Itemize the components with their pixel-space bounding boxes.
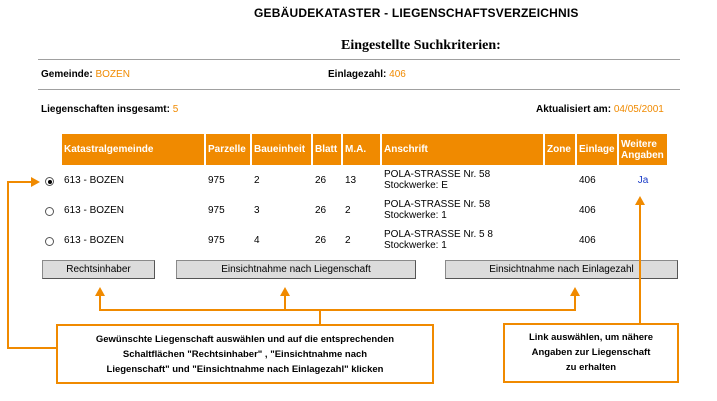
view-by-einlagezahl-button[interactable]: Einsichtnahme nach Einlagezahl xyxy=(445,260,678,279)
callout-text-line: zu erhalten xyxy=(565,362,617,373)
cell-baueinheit: 3 xyxy=(254,204,260,216)
rechtsinhaber-button[interactable]: Rechtsinhaber xyxy=(42,260,155,279)
cell-blatt: 26 xyxy=(315,234,327,246)
floor-line: Stockwerke: 1 xyxy=(384,210,447,221)
column-header: Parzelle xyxy=(206,134,250,165)
callout-text-line: Liegenschaft" und "Einsichtnahme nach Einlagezahl" klicken xyxy=(106,364,384,375)
column-header: M.A. xyxy=(343,134,380,165)
column-header: Baueinheit xyxy=(252,134,311,165)
updated-label: Aktualisiert am: xyxy=(536,104,612,115)
cell-ma: 13 xyxy=(345,174,357,186)
gemeinde-value: BOZEN xyxy=(95,69,130,80)
cell-katastralgemeinde: 613 - BOZEN xyxy=(64,174,125,186)
cell-einlage: 406 xyxy=(579,204,596,216)
address-line: POLA-STRASSE Nr. 58 xyxy=(384,199,491,210)
cell-parzelle: 975 xyxy=(208,174,225,186)
arrowhead-radio xyxy=(31,177,40,187)
einlagezahl-label: Einlagezahl: xyxy=(328,69,387,80)
arrowhead-link xyxy=(635,196,645,205)
cell-ma: 2 xyxy=(345,204,351,216)
arrow-line-buttons xyxy=(100,295,575,310)
total-label: Liegenschaften insgesamt: xyxy=(41,104,170,115)
cell-baueinheit: 2 xyxy=(254,174,260,186)
cell-parzelle: 975 xyxy=(208,234,225,246)
address-line: POLA-STRASSE Nr. 5 8 xyxy=(384,229,493,240)
updated-value: 04/05/2001 xyxy=(613,104,664,115)
cell-einlage: 406 xyxy=(579,174,596,186)
cell-baueinheit: 4 xyxy=(254,234,260,246)
cell-einlage: 406 xyxy=(579,234,596,246)
floor-line: Stockwerke: 1 xyxy=(384,240,447,251)
cell-ma: 2 xyxy=(345,234,351,246)
cell-katastralgemeinde: 613 - BOZEN xyxy=(64,204,125,216)
search-criteria-heading: Eingestellte Suchkriterien: xyxy=(341,38,501,53)
more-details-link[interactable]: Ja xyxy=(637,174,649,186)
callout-text-line: Angaben zur Liegenschaft xyxy=(531,347,651,358)
arrowhead-button-rechtsinhaber xyxy=(95,287,105,296)
column-header: Blatt xyxy=(313,134,341,165)
floor-line: Stockwerke: E xyxy=(384,180,448,191)
cell-parzelle: 975 xyxy=(208,204,225,216)
callout-text-line: Link auswählen, um nähere xyxy=(528,332,654,343)
column-header: Zone xyxy=(545,134,575,165)
page-title: GEBÄUDEKATASTER - LIEGENSCHAFTSVERZEICHNIS xyxy=(254,6,579,20)
column-header: Katastralgemeinde xyxy=(62,134,204,165)
column-header: Weitere Angaben xyxy=(619,134,667,165)
cell-blatt: 26 xyxy=(315,174,327,186)
arrowhead-button-liegenschaft xyxy=(280,287,290,296)
callout-text-line: Schaltflächen "Rechtsinhaber" , "Einsichtnahme nach xyxy=(122,349,368,360)
cell-katastralgemeinde: 613 - BOZEN xyxy=(64,234,125,246)
cell-blatt: 26 xyxy=(315,204,327,216)
gemeinde-label: Gemeinde: xyxy=(41,69,93,80)
arrow-line-radio xyxy=(8,182,56,348)
arrowhead-button-einlagezahl xyxy=(570,287,580,296)
address-line: POLA-STRASSE Nr. 58 xyxy=(384,169,491,180)
callout-text-line: Gewünschte Liegenschaft auswählen und auf die entsprechenden xyxy=(95,334,395,345)
column-header: Anschrift xyxy=(382,134,543,165)
column-header: Einlage xyxy=(577,134,617,165)
total-value: 5 xyxy=(172,104,179,115)
einlagezahl-value: 406 xyxy=(389,69,406,80)
view-by-property-button[interactable]: Einsichtnahme nach Liegenschaft xyxy=(176,260,416,279)
instruction-callout-right xyxy=(503,323,679,383)
instruction-callout-left xyxy=(56,324,434,384)
